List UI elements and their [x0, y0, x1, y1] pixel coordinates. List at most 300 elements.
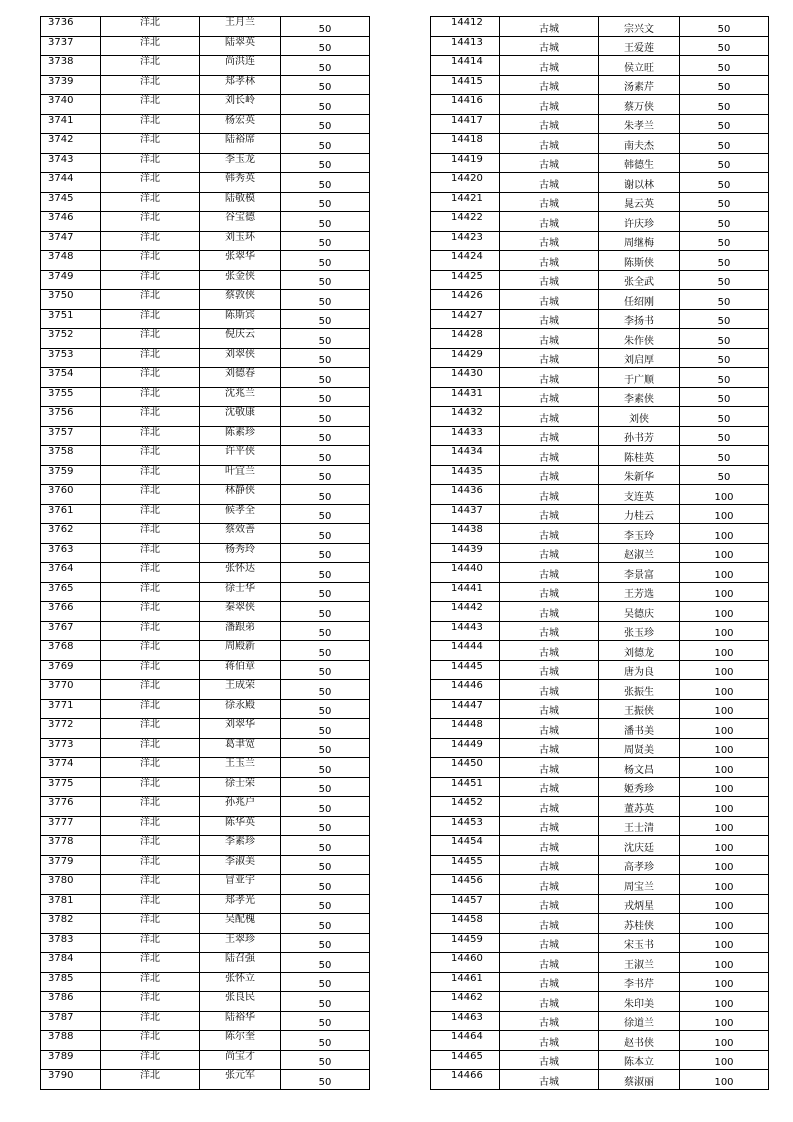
- row-name: 杨秀玲: [200, 543, 281, 563]
- row-id: 14432: [431, 407, 500, 427]
- row-name: 朱新华: [599, 465, 680, 485]
- row-id: 3778: [41, 836, 101, 856]
- row-name: 周殿新: [200, 641, 281, 661]
- row-id: 14439: [431, 543, 500, 563]
- row-amount: 100: [680, 836, 769, 856]
- table-row: [431, 290, 769, 310]
- row-name: 蔡淑丽: [599, 1070, 680, 1090]
- table-row: [431, 719, 769, 739]
- row-district: 洋北: [101, 875, 200, 895]
- row-district: 洋北: [101, 660, 200, 680]
- row-id: 3738: [41, 56, 101, 76]
- row-id: 14433: [431, 426, 500, 446]
- row-district: 洋北: [101, 972, 200, 992]
- row-id: 3737: [41, 36, 101, 56]
- table-row: [431, 582, 769, 602]
- row-district: 古城: [500, 777, 599, 797]
- row-id: 14419: [431, 153, 500, 173]
- row-id: 14446: [431, 680, 500, 700]
- row-district: 洋北: [101, 1011, 200, 1031]
- row-id: 3747: [41, 231, 101, 251]
- row-amount: 50: [281, 582, 370, 602]
- table-row: [41, 621, 370, 641]
- row-name: 张玉珍: [599, 621, 680, 641]
- row-district: 洋北: [101, 777, 200, 797]
- row-district: 古城: [500, 153, 599, 173]
- row-amount: 100: [680, 1050, 769, 1070]
- row-amount: 100: [680, 816, 769, 836]
- table-row: [41, 485, 370, 505]
- row-district: 洋北: [101, 251, 200, 271]
- row-amount: 100: [680, 992, 769, 1012]
- table-row: [41, 290, 370, 310]
- table-row: [41, 680, 370, 700]
- row-id: 14452: [431, 797, 500, 817]
- row-amount: 100: [680, 485, 769, 505]
- row-amount: 50: [281, 543, 370, 563]
- row-name: 陆翠英: [200, 36, 281, 56]
- row-amount: 50: [281, 621, 370, 641]
- row-amount: 100: [680, 914, 769, 934]
- row-id: 14428: [431, 329, 500, 349]
- row-amount: 50: [281, 192, 370, 212]
- row-amount: 100: [680, 660, 769, 680]
- row-district: 洋北: [101, 36, 200, 56]
- table-row: [41, 1070, 370, 1090]
- row-name: 潘书美: [599, 719, 680, 739]
- row-district: 洋北: [101, 953, 200, 973]
- row-name: 苏桂侠: [599, 914, 680, 934]
- row-district: 洋北: [101, 387, 200, 407]
- table-row: [431, 95, 769, 115]
- row-amount: 100: [680, 699, 769, 719]
- row-id: 14457: [431, 894, 500, 914]
- row-id: 14454: [431, 836, 500, 856]
- table-row: [431, 972, 769, 992]
- row-district: 古城: [500, 758, 599, 778]
- row-district: 洋北: [101, 407, 200, 427]
- row-amount: 50: [281, 407, 370, 427]
- row-name: 郑孝光: [200, 894, 281, 914]
- row-amount: 50: [281, 992, 370, 1012]
- row-amount: 50: [680, 290, 769, 310]
- table-row: [431, 543, 769, 563]
- row-amount: 50: [281, 602, 370, 622]
- row-id: 3768: [41, 641, 101, 661]
- row-district: 洋北: [101, 699, 200, 719]
- row-name: 冒亚宇: [200, 875, 281, 895]
- table-row: [41, 192, 370, 212]
- table-row: [431, 797, 769, 817]
- row-id: 14443: [431, 621, 500, 641]
- row-id: 3759: [41, 465, 101, 485]
- row-amount: 50: [680, 173, 769, 193]
- row-district: 古城: [500, 816, 599, 836]
- row-id: 14414: [431, 56, 500, 76]
- row-id: 14465: [431, 1050, 500, 1070]
- row-amount: 50: [281, 368, 370, 388]
- row-amount: 50: [281, 36, 370, 56]
- row-amount: 100: [680, 563, 769, 583]
- row-id: 14412: [431, 17, 500, 37]
- table-row: [41, 855, 370, 875]
- row-district: 洋北: [101, 1031, 200, 1051]
- table-row: [431, 56, 769, 76]
- table-row: [41, 504, 370, 524]
- row-district: 洋北: [101, 446, 200, 466]
- row-id: 3763: [41, 543, 101, 563]
- row-amount: 50: [281, 270, 370, 290]
- row-name: 汤素芹: [599, 75, 680, 95]
- row-id: 3780: [41, 875, 101, 895]
- row-name: 李书芹: [599, 972, 680, 992]
- row-id: 14429: [431, 348, 500, 368]
- row-district: 古城: [500, 641, 599, 661]
- row-name: 徐士荣: [200, 777, 281, 797]
- row-district: 洋北: [101, 933, 200, 953]
- table-row: [431, 641, 769, 661]
- row-name: 周宝兰: [599, 875, 680, 895]
- row-id: 14459: [431, 933, 500, 953]
- row-district: 古城: [500, 75, 599, 95]
- row-name: 陈斯侠: [599, 251, 680, 271]
- row-amount: 50: [281, 114, 370, 134]
- table-row: [41, 1011, 370, 1031]
- row-amount: 50: [281, 465, 370, 485]
- row-name: 徐永殿: [200, 699, 281, 719]
- table-row: [431, 114, 769, 134]
- row-amount: 100: [680, 777, 769, 797]
- row-amount: 50: [281, 348, 370, 368]
- left-table-body: [41, 17, 370, 1090]
- row-district: 洋北: [101, 485, 200, 505]
- left-table: [40, 16, 370, 1090]
- row-id: 14448: [431, 719, 500, 739]
- row-amount: 50: [281, 875, 370, 895]
- row-amount: 50: [680, 231, 769, 251]
- table-row: [41, 173, 370, 193]
- table-row: [431, 329, 769, 349]
- row-name: 力桂云: [599, 504, 680, 524]
- row-district: 洋北: [101, 212, 200, 232]
- row-name: 郑孝林: [200, 75, 281, 95]
- row-district: 古城: [500, 192, 599, 212]
- row-name: 陈华英: [200, 816, 281, 836]
- table-row: [431, 446, 769, 466]
- row-amount: 50: [281, 1031, 370, 1051]
- table-row: [431, 173, 769, 193]
- table-row: [41, 426, 370, 446]
- row-district: 古城: [500, 348, 599, 368]
- row-amount: 100: [680, 504, 769, 524]
- row-name: 徐道兰: [599, 1011, 680, 1031]
- row-district: 古城: [500, 368, 599, 388]
- row-id: 14427: [431, 309, 500, 329]
- row-district: 古城: [500, 738, 599, 758]
- table-row: [41, 407, 370, 427]
- row-district: 洋北: [101, 641, 200, 661]
- row-amount: 50: [281, 387, 370, 407]
- row-amount: 50: [281, 738, 370, 758]
- row-district: 洋北: [101, 75, 200, 95]
- row-name: 王玉兰: [200, 758, 281, 778]
- row-name: 任绍刚: [599, 290, 680, 310]
- table-row: [41, 816, 370, 836]
- row-district: 古城: [500, 407, 599, 427]
- row-id: 3757: [41, 426, 101, 446]
- row-name: 张翠华: [200, 251, 281, 271]
- row-amount: 50: [680, 387, 769, 407]
- row-id: 3782: [41, 914, 101, 934]
- row-name: 谢以林: [599, 173, 680, 193]
- row-name: 倪庆云: [200, 329, 281, 349]
- table-row: [41, 17, 370, 37]
- row-name: 赵书侠: [599, 1031, 680, 1051]
- row-id: 14413: [431, 36, 500, 56]
- row-amount: 50: [281, 251, 370, 271]
- row-name: 王淑兰: [599, 953, 680, 973]
- right-table-body: [431, 17, 769, 1090]
- table-row: [41, 114, 370, 134]
- table-row: [41, 563, 370, 583]
- table-row: [431, 933, 769, 953]
- table-row: [431, 348, 769, 368]
- row-id: 14464: [431, 1031, 500, 1051]
- row-name: 李景富: [599, 563, 680, 583]
- table-row: [41, 777, 370, 797]
- row-id: 14455: [431, 855, 500, 875]
- table-row: [431, 738, 769, 758]
- row-name: 沈庆廷: [599, 836, 680, 856]
- table-row: [41, 153, 370, 173]
- row-amount: 50: [281, 719, 370, 739]
- row-district: 古城: [500, 114, 599, 134]
- row-name: 张怀达: [200, 563, 281, 583]
- row-district: 洋北: [101, 95, 200, 115]
- row-id: 3786: [41, 992, 101, 1012]
- table-row: [41, 309, 370, 329]
- row-district: 古城: [500, 387, 599, 407]
- row-amount: 50: [680, 95, 769, 115]
- row-district: 洋北: [101, 602, 200, 622]
- row-amount: 100: [680, 953, 769, 973]
- row-name: 陆裕席: [200, 134, 281, 154]
- table-row: [431, 212, 769, 232]
- row-amount: 50: [680, 446, 769, 466]
- row-name: 王月兰: [200, 17, 281, 37]
- row-district: 洋北: [101, 270, 200, 290]
- row-amount: 100: [680, 758, 769, 778]
- row-district: 洋北: [101, 17, 200, 37]
- row-name: 李玉玲: [599, 524, 680, 544]
- table-row: [431, 504, 769, 524]
- row-district: 洋北: [101, 621, 200, 641]
- row-amount: 50: [680, 17, 769, 37]
- row-name: 王成荣: [200, 680, 281, 700]
- row-district: 古城: [500, 543, 599, 563]
- row-id: 3785: [41, 972, 101, 992]
- row-id: 14445: [431, 660, 500, 680]
- row-amount: 50: [281, 134, 370, 154]
- row-amount: 50: [281, 914, 370, 934]
- row-id: 3758: [41, 446, 101, 466]
- row-amount: 50: [680, 426, 769, 446]
- row-amount: 50: [281, 660, 370, 680]
- row-district: 古城: [500, 602, 599, 622]
- row-id: 3742: [41, 134, 101, 154]
- row-name: 吴配槐: [200, 914, 281, 934]
- table-row: [41, 212, 370, 232]
- table-row: [41, 1050, 370, 1070]
- row-amount: 100: [680, 680, 769, 700]
- row-id: 3754: [41, 368, 101, 388]
- row-id: 14461: [431, 972, 500, 992]
- row-amount: 50: [281, 816, 370, 836]
- row-id: 3764: [41, 563, 101, 583]
- row-district: 洋北: [101, 426, 200, 446]
- row-name: 葛聿宽: [200, 738, 281, 758]
- row-district: 古城: [500, 17, 599, 37]
- row-id: 3741: [41, 114, 101, 134]
- row-id: 3762: [41, 524, 101, 544]
- row-name: 李素侠: [599, 387, 680, 407]
- row-id: 14440: [431, 563, 500, 583]
- row-district: 洋北: [101, 368, 200, 388]
- table-row: [41, 660, 370, 680]
- row-name: 高孝珍: [599, 855, 680, 875]
- row-id: 3790: [41, 1070, 101, 1090]
- row-district: 洋北: [101, 173, 200, 193]
- table-row: [431, 1050, 769, 1070]
- row-id: 3749: [41, 270, 101, 290]
- row-id: 3753: [41, 348, 101, 368]
- row-name: 刘侠: [599, 407, 680, 427]
- row-district: 古城: [500, 972, 599, 992]
- table-row: [431, 368, 769, 388]
- row-amount: 100: [680, 933, 769, 953]
- row-amount: 50: [281, 446, 370, 466]
- row-id: 3739: [41, 75, 101, 95]
- row-name: 沈兆兰: [200, 387, 281, 407]
- row-district: 洋北: [101, 894, 200, 914]
- row-district: 古城: [500, 797, 599, 817]
- row-amount: 50: [680, 56, 769, 76]
- row-name: 李素珍: [200, 836, 281, 856]
- table-row: [41, 992, 370, 1012]
- row-amount: 50: [281, 797, 370, 817]
- row-amount: 50: [680, 134, 769, 154]
- row-id: 3743: [41, 153, 101, 173]
- table-row: [431, 660, 769, 680]
- row-name: 谷宝德: [200, 212, 281, 232]
- table-row: [41, 582, 370, 602]
- table-row: [41, 602, 370, 622]
- row-district: 洋北: [101, 231, 200, 251]
- row-name: 张金侠: [200, 270, 281, 290]
- row-id: 3772: [41, 719, 101, 739]
- row-amount: 50: [281, 329, 370, 349]
- row-amount: 100: [680, 641, 769, 661]
- row-amount: 50: [680, 368, 769, 388]
- row-id: 3766: [41, 602, 101, 622]
- row-district: 古城: [500, 1011, 599, 1031]
- table-row: [41, 231, 370, 251]
- row-district: 古城: [500, 836, 599, 856]
- row-district: 古城: [500, 1050, 599, 1070]
- row-id: 14431: [431, 387, 500, 407]
- table-row: [41, 699, 370, 719]
- row-name: 赵淑兰: [599, 543, 680, 563]
- row-id: 14422: [431, 212, 500, 232]
- row-id: 14447: [431, 699, 500, 719]
- table-row: [431, 1070, 769, 1090]
- row-id: 3744: [41, 173, 101, 193]
- row-district: 洋北: [101, 836, 200, 856]
- row-name: 张元军: [200, 1070, 281, 1090]
- table-row: [431, 134, 769, 154]
- row-name: 张全武: [599, 270, 680, 290]
- row-district: 古城: [500, 894, 599, 914]
- row-district: 洋北: [101, 563, 200, 583]
- row-id: 14421: [431, 192, 500, 212]
- row-amount: 50: [281, 504, 370, 524]
- row-name: 张怀立: [200, 972, 281, 992]
- row-district: 洋北: [101, 114, 200, 134]
- row-district: 洋北: [101, 348, 200, 368]
- table-row: [41, 543, 370, 563]
- row-district: 洋北: [101, 680, 200, 700]
- row-name: 蔡万侠: [599, 95, 680, 115]
- row-id: 3781: [41, 894, 101, 914]
- row-name: 周继梅: [599, 231, 680, 251]
- row-name: 蔡效善: [200, 524, 281, 544]
- row-district: 洋北: [101, 465, 200, 485]
- table-row: [431, 875, 769, 895]
- row-amount: 100: [680, 719, 769, 739]
- table-row: [431, 465, 769, 485]
- row-district: 古城: [500, 680, 599, 700]
- row-id: 3746: [41, 212, 101, 232]
- row-id: 14415: [431, 75, 500, 95]
- row-id: 3787: [41, 1011, 101, 1031]
- table-row: [431, 816, 769, 836]
- row-amount: 50: [281, 1070, 370, 1090]
- row-name: 陆召强: [200, 953, 281, 973]
- row-name: 王爱莲: [599, 36, 680, 56]
- row-id: 14434: [431, 446, 500, 466]
- table-row: [431, 407, 769, 427]
- row-id: 3769: [41, 660, 101, 680]
- row-amount: 50: [281, 212, 370, 232]
- table-row: [431, 855, 769, 875]
- row-amount: 50: [281, 563, 370, 583]
- row-id: 14420: [431, 173, 500, 193]
- table-row: [41, 875, 370, 895]
- table-row: [431, 992, 769, 1012]
- row-id: 3770: [41, 680, 101, 700]
- row-id: 3765: [41, 582, 101, 602]
- row-id: 14438: [431, 524, 500, 544]
- table-row: [431, 563, 769, 583]
- table-row: [431, 1031, 769, 1051]
- table-row: [431, 270, 769, 290]
- row-amount: 50: [281, 894, 370, 914]
- row-amount: 100: [680, 875, 769, 895]
- table-row: [431, 387, 769, 407]
- row-amount: 50: [680, 407, 769, 427]
- row-id: 3788: [41, 1031, 101, 1051]
- table-row: [41, 953, 370, 973]
